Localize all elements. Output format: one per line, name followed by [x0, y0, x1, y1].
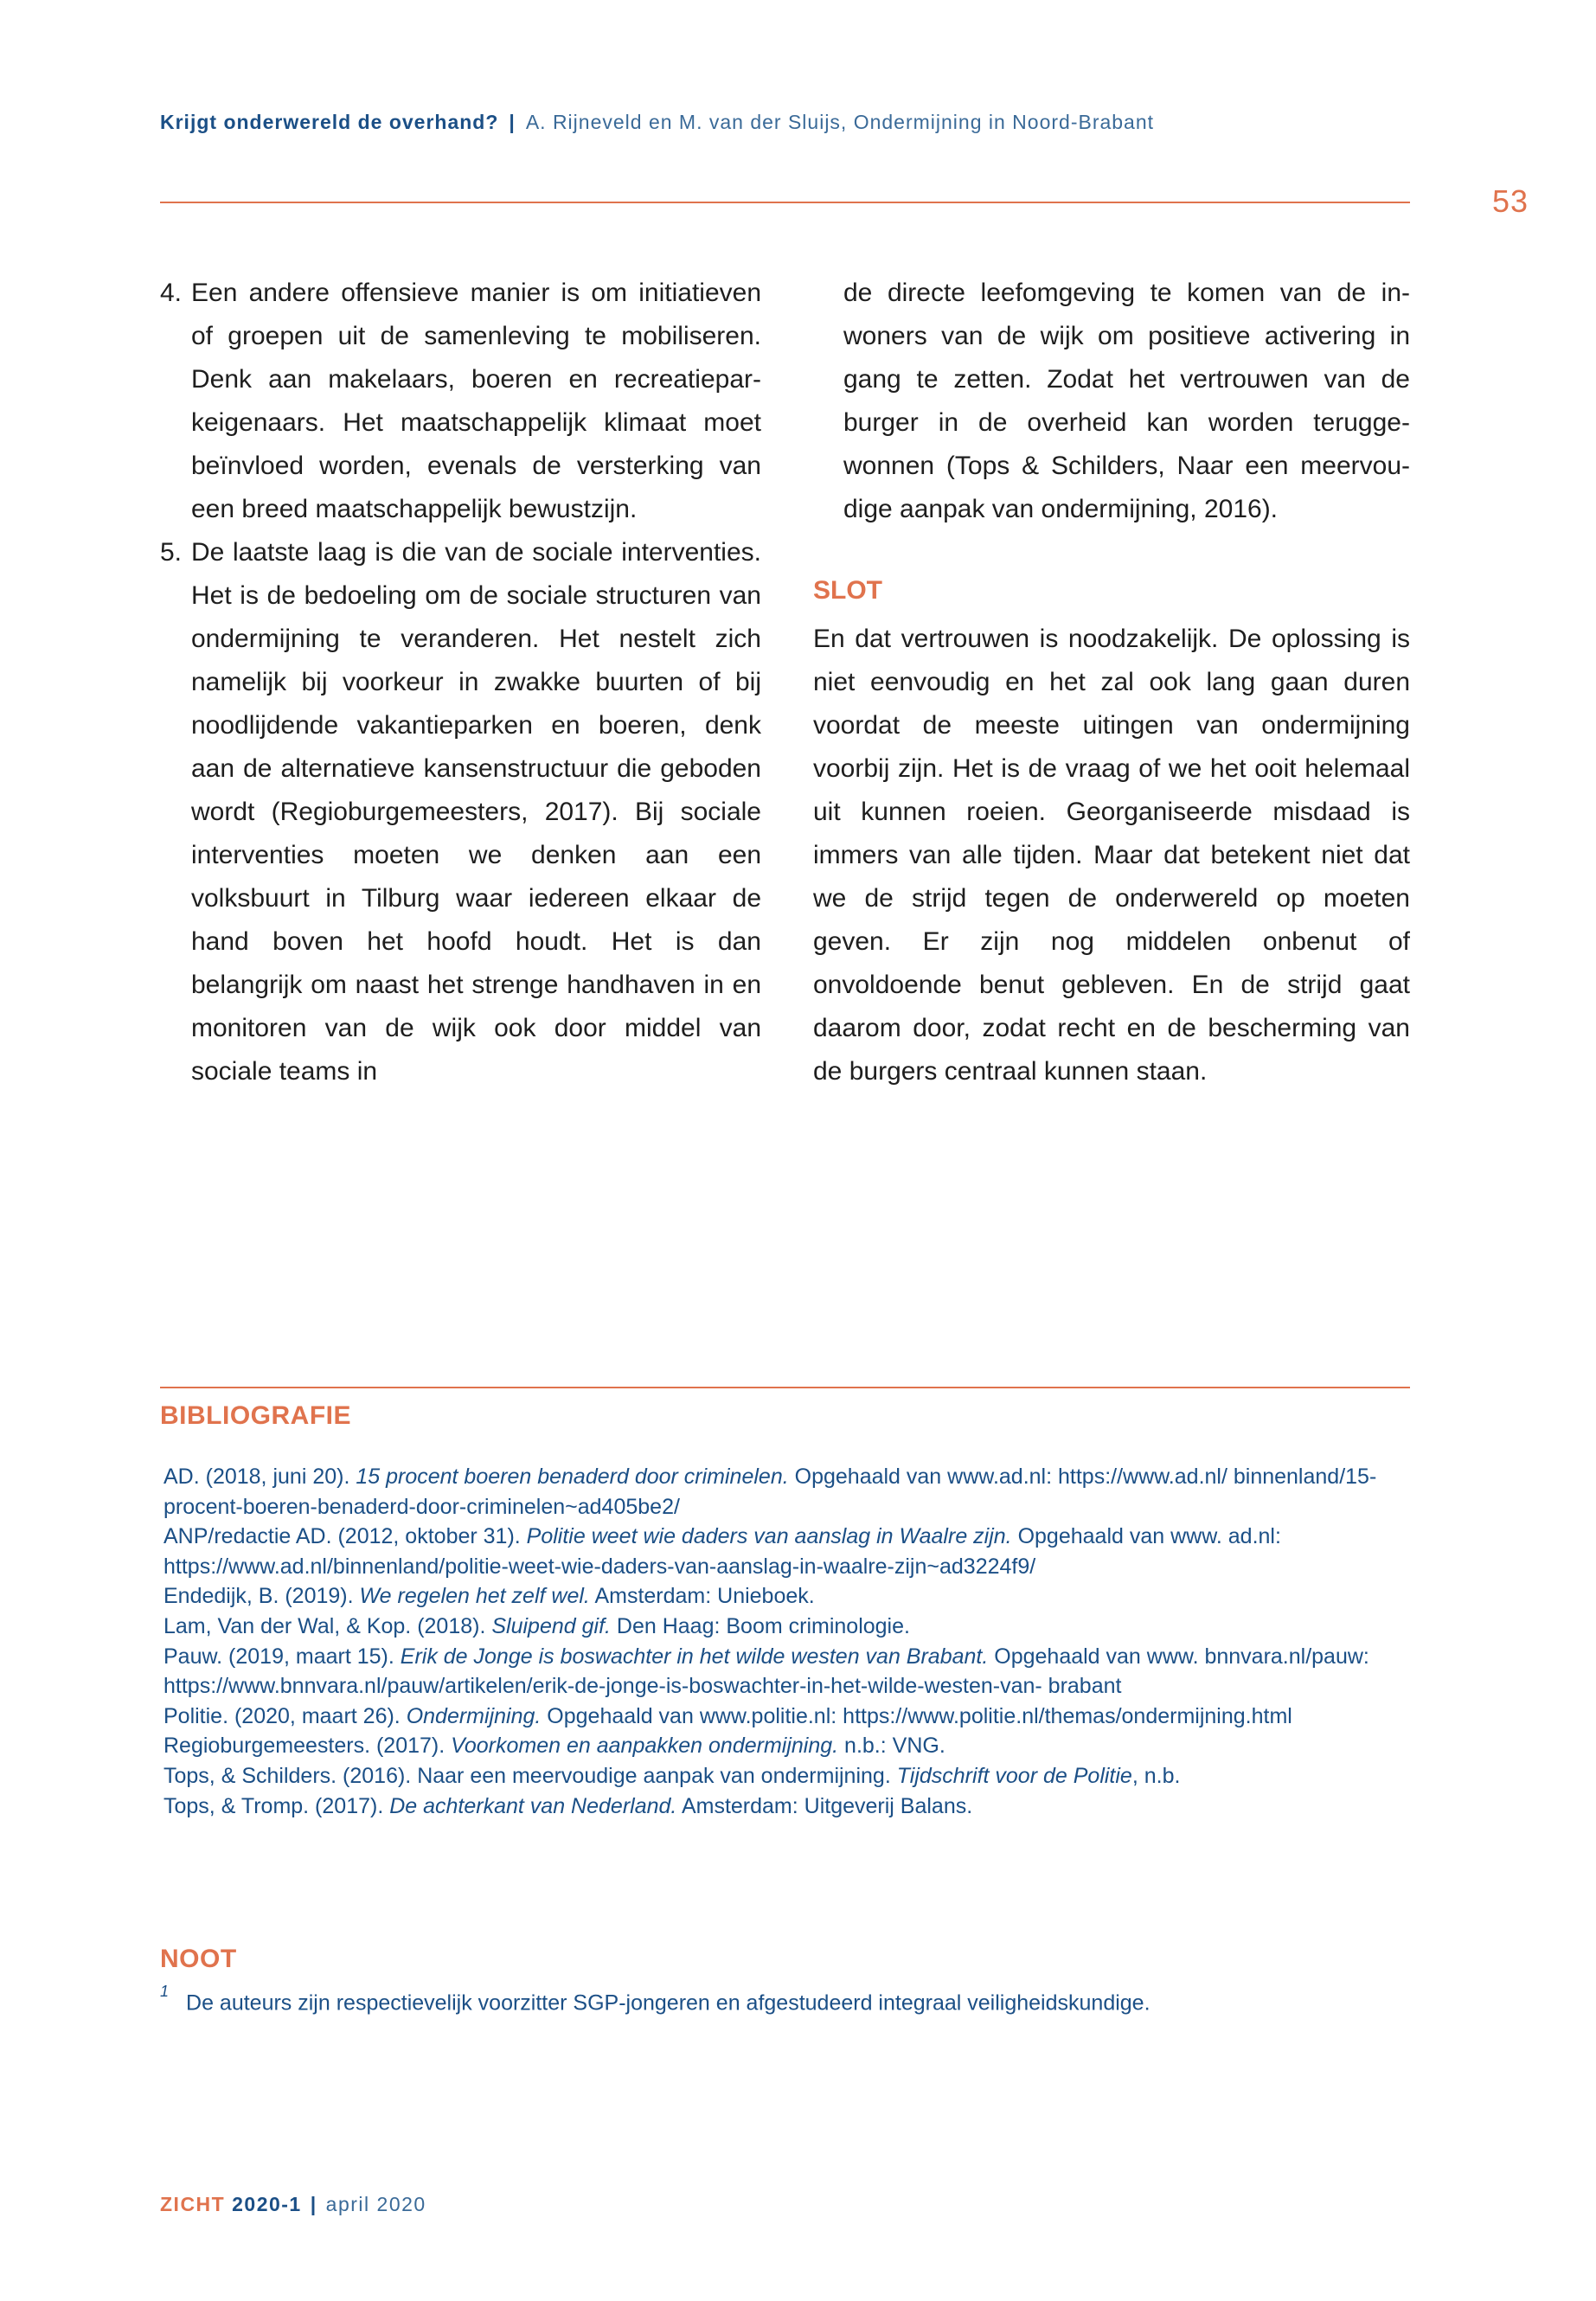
- slot-section: [813, 618, 1410, 1093]
- right-column-continuation: [843, 272, 1410, 531]
- bibliography-list: [163, 1462, 1418, 1821]
- left-column: [160, 272, 761, 1093]
- list-item: [160, 531, 761, 1093]
- header-authors: A. Rijneveld en M. van der Sluijs, Ondermijning in Noord-Brabant: [525, 111, 1155, 133]
- journal-issue: 2020-1: [232, 2193, 302, 2215]
- continuation-paragraph: de directe leefomgeving te komen van de inwoners van de wijk om positieve activering in gang te zetten. Zodat het vertrouwen van de burger in de overheid kan worden teruggewonnen (Tops & Schilders, Naar een meervoudige aanpak van ondermijning, 2016).: [843, 279, 1410, 523]
- bibliography-rule: [160, 1387, 1410, 1388]
- bibliography-entry: Politie. (2020, maart 26). Ondermijning. Opgehaald van www.politie.nl: https://www.politie.nl/themas/ondermijning.html: [163, 1703, 1292, 1728]
- journal-article-title: Krijgt onderwereld de overhand?: [160, 111, 499, 133]
- footer-separator: |: [310, 2193, 317, 2215]
- page-footer: [160, 2193, 426, 2216]
- list-item-number: 5.: [160, 538, 183, 567]
- bibliography-entry: AD. (2018, juni 20). 15 procent boeren benaderd door criminelen. Opgehaald van www.ad.nl: https://www.ad.nl/ binnenland/15-procent-boeren-benaderd-door-criminelen~ad405be2/: [163, 1465, 1377, 1519]
- page-number: 53: [1492, 183, 1529, 219]
- list-item: [160, 272, 761, 531]
- bibliography-entry: Tops, & Schilders. (2016). Naar een meervoudige aanpak van ondermijning. Tijdschrift voor de Politie, n.b.: [163, 1763, 1181, 1788]
- footnote-marker: 1: [160, 1983, 170, 2000]
- bibliography-heading: BIBLIOGRAFIE: [160, 1401, 351, 1430]
- header-separator: |: [509, 111, 516, 133]
- bibliography-entry: Lam, Van der Wal, & Kop. (2018). Sluipend gif. Den Haag: Boom criminologie.: [163, 1613, 910, 1638]
- footnote-text: De auteurs zijn respectievelijk voorzitter SGP-jongeren en afgestudeerd integraal veiligheidskundige.: [186, 1990, 1151, 2016]
- journal-brand: ZICHT: [160, 2193, 226, 2215]
- running-header: [160, 111, 1154, 134]
- bibliography-entry: Tops, & Tromp. (2017). De achterkant van Nederland. Amsterdam: Uitgeverij Balans.: [163, 1793, 973, 1818]
- slot-paragraph: En dat vertrouwen is noodzakelijk. De oplossing is niet eenvoudig en het zal ook lang gaan duren voordat de meeste uitingen van ondermijning voorbij zijn. Het is de vraag of we het ooit helemaal uit kunnen roeien. Georganiseerde misdaad is immers van alle tijden. Maar dat betekent niet dat we de strijd tegen de onderwereld op moeten geven. Er zijn nog middelen onbenut of onvoldoende benut gebleven. En de strijd gaat daarom door, zodat recht en de bescherming van de burgers centraal kunnen staan.: [813, 625, 1410, 1086]
- slot-heading: SLOT: [813, 576, 882, 605]
- bibliography-entry: Regioburgemeesters. (2017). Voorkomen en aanpakken ondermijning. n.b.: VNG.: [163, 1734, 945, 1759]
- header-rule: [160, 202, 1410, 203]
- issue-date: april 2020: [325, 2193, 426, 2215]
- bibliography-entry: ANP/redactie AD. (2012, oktober 31). Politie weet wie daders van aanslag in Waalre zijn. Opgehaald van www. ad.nl: https://www.ad.nl/binnenland/politie-weet-wie-daders-van-aanslag-in-waalre-zijn~ad3224f9/: [163, 1524, 1281, 1579]
- list-item-number: 4.: [160, 279, 183, 307]
- noot-heading: NOOT: [160, 1945, 237, 1973]
- bibliography-entry: Pauw. (2019, maart 15). Erik de Jonge is boswachter in het wilde westen van Brabant. Opgehaald van www. bnnvara.nl/pauw: https://www.bnnvara.nl/pauw/artikelen/erik-de-jonge-is-boswachter-in-het-wilde-westen-van- brabant: [163, 1644, 1369, 1699]
- list-item-text: Een andere offensieve manier is om initiatieven of groepen uit de samenleving te mobiliseren. Denk aan makelaars, boeren en recreatieparkeigenaars. Het maatschappelijk klimaat moet beïnvloed worden, evenals de versterking van een breed maatschappelijk bewustzijn.: [191, 279, 761, 523]
- bibliography-entry: Endedijk, B. (2019). We regelen het zelf wel. Amsterdam: Unieboek.: [163, 1584, 815, 1609]
- list-item-text: De laatste laag is die van de sociale interventies. Het is de bedoeling om de sociale structuren van ondermijning te veranderen. Het nestelt zich namelijk bij voorkeur in zwakke buurten of bij noodlijdende vakantieparken en boeren, denk aan de alternatieve kansenstructuur die geboden wordt (Regioburgemeesters, 2017). Bij sociale interventies moeten we denken aan een volksbuurt in Tilburg waar iedereen elkaar de hand boven het hoofd houdt. Het is dan belangrijk om naast het strenge handhaven in en monitoren van de wijk ook door middel van sociale teams in: [191, 538, 761, 1086]
- footnote: [160, 1983, 1151, 2016]
